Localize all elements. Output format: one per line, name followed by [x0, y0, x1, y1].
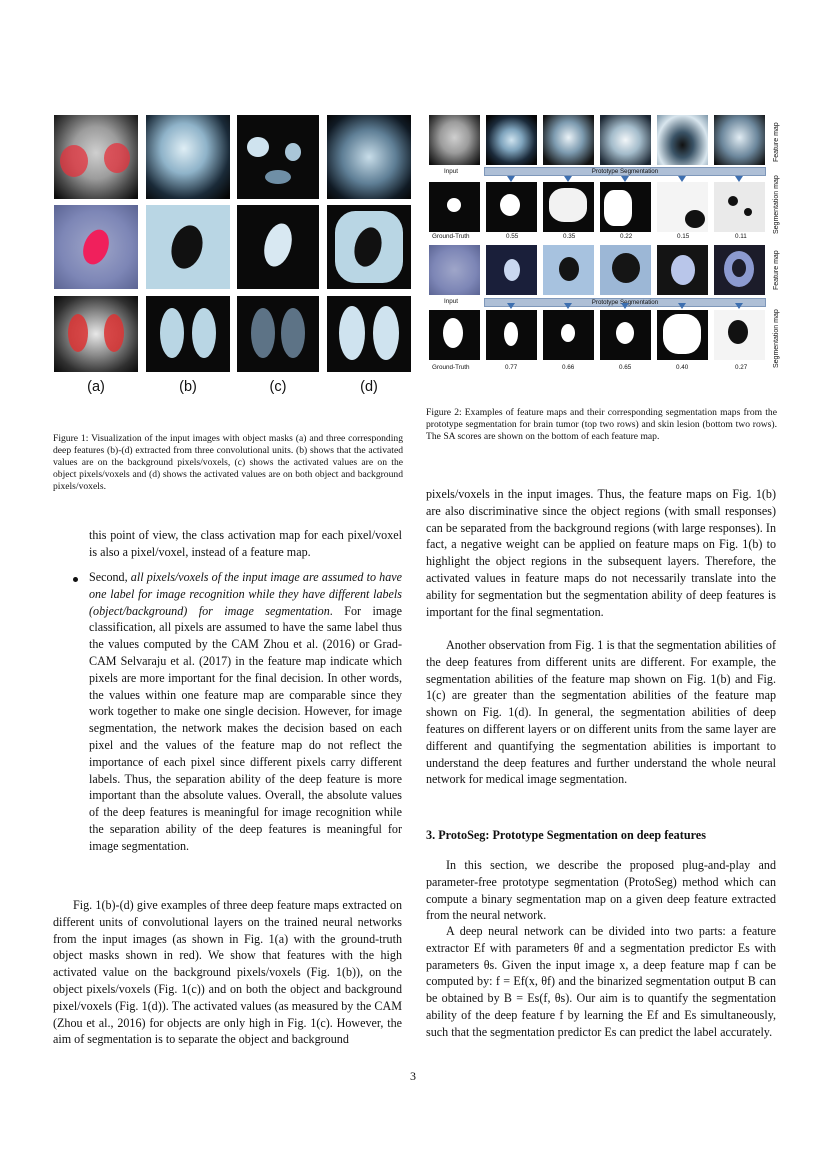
- fig1-label-d: (d): [360, 379, 378, 395]
- fig2-brain-seg-5: [714, 182, 765, 232]
- fig2-prototype-band-bottom: Prototype Segmentation: [484, 298, 766, 307]
- left-paragraph: Fig. 1(b)-(d) give examples of three deep feature maps extracted on different units of convolutional layers on the trained neural networks from the input images (as shown in Fig. 1(a) with the ground-truth object masks shown in red). We show that features with the high activated value on the background pixels/voxels (Fig. 1(b)), on the object pixels/voxels (Fig. 1(c)) and on both the object and background pixel/voxels (Fig. 1(d)). The activated values (as measured by the CAM (Zhou et al., 2016) for objects are only high in Fig. 1(c). However, the aim of segmentation is to separate the object and background: [53, 898, 402, 1047]
- fig2-score-bottom-1: 0.77: [505, 364, 518, 371]
- fig1-d-lung-feature: [327, 296, 411, 372]
- fig2-score-top-5: 0.11: [735, 233, 747, 240]
- fig2-brain-seg-4: [657, 182, 708, 232]
- fig2-score-top-1: 0.55: [506, 233, 519, 240]
- fig2-score-bottom-3: 0.65: [619, 364, 632, 371]
- fig2-score-top-2: 0.35: [563, 233, 576, 240]
- section-heading: 3. ProtoSeg: Prototype Segmentation on deep features: [426, 828, 706, 842]
- fig2-ground-truth-label-bottom: Ground-Truth: [432, 364, 470, 371]
- bullet-lead: Second,: [89, 570, 131, 584]
- fig2-score-bottom-2: 0.66: [562, 364, 575, 371]
- fig2-skin-feature-1: [486, 245, 537, 295]
- fig2-brain-input: [429, 115, 480, 165]
- fig1-d-brain-feature: [327, 115, 411, 199]
- fig1-b-lung-feature: [146, 296, 230, 372]
- fig2-skin-input: [429, 245, 480, 295]
- fig2-brain-seg-1: [486, 182, 537, 232]
- fig2-brain-feature-3: [600, 115, 651, 165]
- fig1-c-brain-feature: [237, 115, 319, 199]
- fig1-label-c: (c): [269, 379, 287, 395]
- fig2-input-label-bottom: Input: [444, 298, 459, 305]
- fig2-brain-seg-3: [600, 182, 651, 232]
- bullet-rest: . For image classification, all pixels are assumed to have the same label thus the values computed by the CAM Zhou et al. (2016) or Grad-CAM Selvaraju et al. (2017) in the feature map indicate which pixels are more important for the final decision. In other words, the values within one feature map are comparable since they work together to make one single decision. However, for image segmentation, the network makes the decision based on each pixel and the values of the feature map do not reflect the importance of each pixel since different pixels carry different labels. Thus, the separation ability of the deep feature is more important than the absolute values. Overall, the absolute values of the deep features is meaningful for image recognition while the separation ability of the deep features is meaningful for image segmentation.: [89, 603, 403, 853]
- fig2-brain-feature-2: [543, 115, 594, 165]
- fig1-c-lung-feature: [237, 296, 319, 372]
- fig1-a-skin-input: [54, 205, 138, 289]
- fig2-ground-truth-label-top: Ground-Truth: [432, 233, 470, 240]
- fig2-skin-feature-5: [714, 245, 765, 295]
- figure-2-caption: Figure 2: Examples of feature maps and their corresponding segmentation maps from the prototype segmentation for brain tumor (top two rows) and skin lesion (bottom two rows). The SA scores are shown on the bottom of each feature map.: [426, 407, 777, 442]
- fig2-skin-feature-4: [657, 245, 708, 295]
- bullet-icon: [73, 577, 78, 582]
- fig1-b-skin-feature: [146, 205, 230, 289]
- fig2-skin-seg-2: [543, 310, 594, 360]
- fig2-score-top-3: 0.22: [620, 233, 633, 240]
- fig1-c-skin-feature: [237, 205, 319, 289]
- figure-1-caption: Figure 1: Visualization of the input images with object masks (a) and three corresponding deep features (b)-(d) extracted from three convolutional units. (b) shows that the activated values are on the background pixels/voxels, (c) shows the activated values are on the object pixels/voxels and (d) shows the activated values are on both object and background pixels/voxels.: [53, 433, 403, 492]
- fig2-row-label-3: Feature map: [773, 250, 780, 290]
- page-number: 3: [410, 1069, 416, 1083]
- fig2-skin-seg-3: [600, 310, 651, 360]
- right-paragraph-4: A deep neural network can be divided into two parts: a feature extractor Ef with parameters θf and a segmentation predictor Es with parameters θs. Given the input image x, a deep feature map f can be computed by: f = Ef(x, θf) and the binarized segmentation output B can be obtained by B = Es(f, θs). Our aim is to quantify the segmentation ability of the deep feature f by learning the Ef and Es simultaneously, such that the segmentation predictor Es can predict the label accurately.: [426, 924, 776, 1039]
- arrow-icon: [678, 303, 686, 309]
- fig2-skin-seg-4: [657, 310, 708, 360]
- fig1-a-brain-input: [54, 115, 138, 199]
- fig2-row-label-1: Feature map: [773, 122, 780, 162]
- fig2-input-label-top: Input: [444, 168, 459, 175]
- fig1-b-brain-feature: [146, 115, 230, 199]
- fig2-skin-feature-3: [600, 245, 651, 295]
- fig2-prototype-band-top: Prototype Segmentation: [484, 167, 766, 176]
- fig2-skin-seg-5: [714, 310, 765, 360]
- fig2-score-top-4: 0.15: [677, 233, 690, 240]
- fig2-skin-feature-2: [543, 245, 594, 295]
- arrow-icon: [621, 303, 629, 309]
- fig2-brain-feature-4: [657, 115, 708, 165]
- fig2-brain-ground-truth: [429, 182, 480, 232]
- fig2-row-label-4: Segmentation map: [773, 309, 780, 368]
- fig2-skin-ground-truth: [429, 310, 480, 360]
- arrow-icon: [564, 303, 572, 309]
- fig2-brain-feature-1: [486, 115, 537, 165]
- left-bullet-text: [89, 569, 402, 855]
- right-paragraph-3: In this section, we describe the proposed plug-and-play and parameter-free prototype segmentation (ProtoSeg) method which can compute a binary segmentation map on a given deep feature extracted from the neural network.: [426, 858, 776, 923]
- left-intro-text: this point of view, the class activation map for each pixel/voxel is also a pixel/voxel, instead of a feature map.: [89, 528, 402, 559]
- fig1-label-b: (b): [179, 379, 197, 395]
- fig2-skin-seg-1: [486, 310, 537, 360]
- fig2-row-label-2: Segmentation map: [773, 175, 780, 234]
- right-paragraph-2: Another observation from Fig. 1 is that the segmentation abilities of the deep features from different units are different. For example, the segmentation abilities of the feature map shown on Fig. 1(b) and Fig. 1(c) are greater than the segmentation abilities of the feature map shown on Fig. 1(d). In general, the segmentation abilities of deep features on different layers or on different units from the same layer are different and quantifying the segmentation abilities is important to understand the deep features and further understand the whole neural network for medical image segmentation.: [426, 638, 776, 787]
- arrow-icon: [735, 303, 743, 309]
- bullet-italic: all pixels/voxels of the input image are assumed to have one label for image recognition while they have different labels (object/background) for image segmentation: [89, 570, 402, 618]
- right-paragraph-1: pixels/voxels in the input images. Thus, the feature maps on Fig. 1(b) are also discriminative since the object regions (with small responses) can be separated from the background regions (with large responses). In fact, a negative weight can be applied on feature maps on Fig. 1(b) to highlight the object regions in the subsequent layers. Therefore, the activated values in feature maps do not necessarily translate into the ability for segmentation but the segmentation ability of deep features is important for the final segmentation.: [426, 487, 776, 619]
- fig1-d-skin-feature: [327, 205, 411, 289]
- fig1-label-a: (a): [87, 379, 105, 395]
- fig2-score-bottom-5: 0.27: [735, 364, 748, 371]
- fig2-brain-seg-2: [543, 182, 594, 232]
- fig2-score-bottom-4: 0.40: [676, 364, 689, 371]
- fig1-a-lung-input: [54, 296, 138, 372]
- fig2-brain-feature-5: [714, 115, 765, 165]
- arrow-icon: [507, 303, 515, 309]
